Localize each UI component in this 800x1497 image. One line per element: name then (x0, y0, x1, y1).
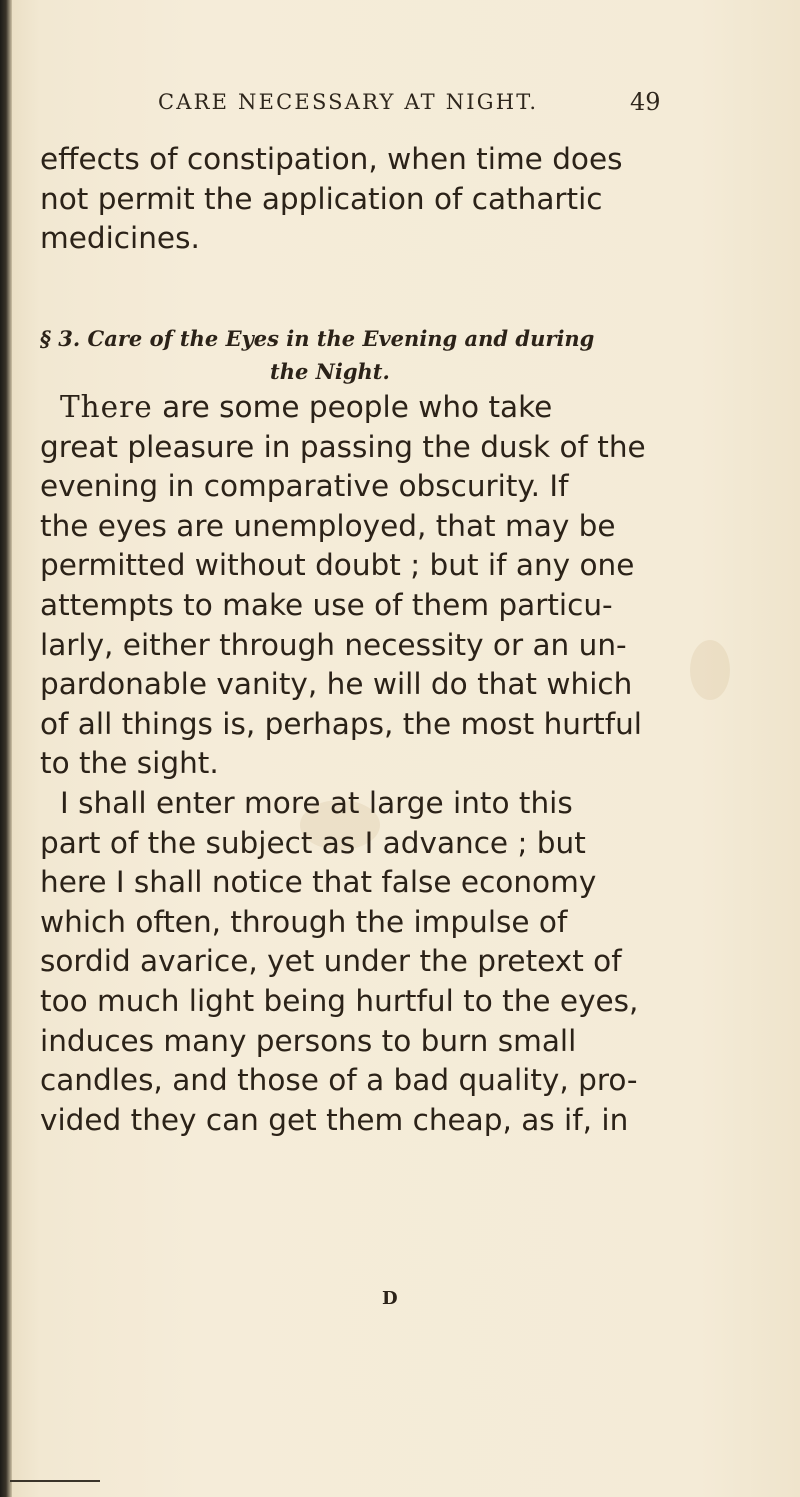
signature-mark: D (382, 1288, 398, 1309)
text-line: vided they can get them cheap, as if, in (40, 1102, 629, 1137)
section-heading-line: § 3. Care of the Eyes in the Evening and during (40, 326, 595, 351)
text-line: induces many persons to burn small (40, 1023, 577, 1058)
paragraph-constipation (40, 140, 740, 259)
page-number: 49 (630, 88, 661, 116)
text-line: permitted without doubt ; but if any one (40, 548, 635, 583)
text-line: which often, through the impulse of (40, 904, 568, 939)
text-line: part of the subject as I advance ; but (40, 825, 586, 860)
book-spine-edge (0, 0, 12, 1497)
text-line: not permit the application of cathartic (40, 181, 603, 216)
text-line: I shall enter more at large into this (60, 785, 573, 820)
text-line: candles, and those of a bad quality, pro- (40, 1063, 638, 1098)
text-line: here I shall notice that false economy (40, 865, 597, 900)
text-line: to the sight. (40, 746, 219, 781)
text-line: effects of constipation, when time does (40, 142, 623, 176)
text-line: sordid avarice, yet under the pretext of (40, 944, 622, 979)
text-line-rest: are some people who take (152, 390, 553, 424)
text-line: of all things is, perhaps, the most hurtful (40, 706, 642, 741)
bottom-rule (10, 1480, 100, 1482)
text-line: great pleasure in passing the dusk of the (40, 429, 646, 464)
page-header (0, 88, 800, 118)
text-line: attempts to make use of them particu- (40, 587, 613, 622)
text-line: medicines. (40, 221, 200, 256)
text-line: the eyes are unemployed, that may be (40, 508, 616, 543)
section-heading (40, 322, 740, 388)
text-line: larly, either through necessity or an un- (40, 627, 627, 662)
text-line (40, 388, 740, 428)
section-heading-line: the Night. (270, 359, 390, 384)
lead-word: There (60, 390, 153, 424)
text-line: pardonable vanity, he will do that which (40, 667, 633, 702)
text-line: evening in comparative obscurity. If (40, 469, 569, 504)
running-head: CARE NECESSARY AT NIGHT. (158, 90, 539, 114)
paragraph-eyes (40, 388, 740, 1140)
text-line: too much light being hurtful to the eyes, (40, 983, 639, 1018)
